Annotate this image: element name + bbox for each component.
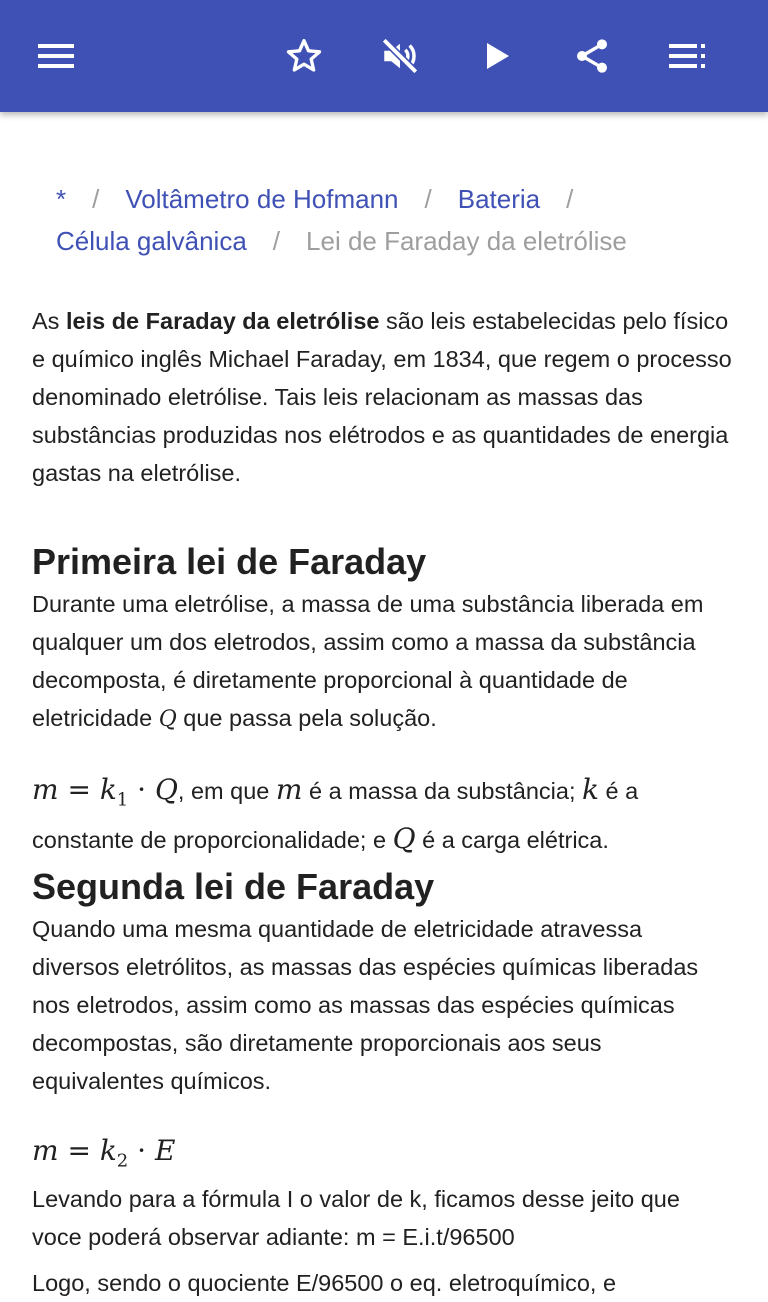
breadcrumb-item-bateria[interactable]: Bateria <box>457 184 541 214</box>
section1-text-end: que passa pela solução. <box>176 705 437 731</box>
formula-1-desc: é a carga elétrica. <box>415 826 609 853</box>
formula-eq: = <box>58 1133 100 1167</box>
section-heading-primeira-lei: Primeira lei de Faraday <box>32 541 427 582</box>
intro-prefix: As <box>32 308 66 334</box>
breadcrumb-item-voltametro[interactable]: Voltâmetro de Hofmann <box>125 184 399 214</box>
variable-q: Q <box>158 707 177 732</box>
section1-text: Durante uma eletrólise, a massa de uma substância liberada em qualquer um dos eletrodos, assim como a massa da substância decomposta, é diretamente proporcional à quantidade de eletricidade <box>32 591 704 731</box>
formula-1-desc: , em que <box>177 778 276 804</box>
share-icon[interactable] <box>568 32 616 80</box>
menu-icon[interactable] <box>32 32 80 80</box>
intro-bold-term: leis de Faraday da eletrólise <box>65 308 380 334</box>
formula-1-desc: é a constante de proporcionalidade; e <box>32 778 639 853</box>
breadcrumb-separator: / <box>92 184 100 214</box>
variable-k: k <box>582 773 599 806</box>
formula-1-paragraph <box>32 771 736 859</box>
breadcrumb-separator: / <box>272 226 281 256</box>
play-icon[interactable] <box>474 32 522 80</box>
section2-paragraph-2: Levando para a fórmula I o valor de k, ficamos desse jeito que voce poderá observar adiante: m = E.i.t/96500 <box>32 1186 680 1251</box>
list-icon[interactable] <box>664 32 712 80</box>
formula-1 <box>32 773 178 811</box>
breadcrumb-separator: / <box>424 184 432 214</box>
section2-paragraph-3: Logo, sendo o quociente E/96500 o eq. eletroquímico, e <box>32 1270 617 1296</box>
cut-off-text-line <box>0 1258 768 1296</box>
intro-paragraph <box>32 302 736 492</box>
breadcrumb-item-home[interactable]: * <box>56 184 67 214</box>
formula-e: E <box>154 1133 176 1167</box>
breadcrumb <box>32 178 736 262</box>
breadcrumb-current: Lei de Faraday da eletrólise <box>306 226 627 256</box>
breadcrumb-item-celula[interactable]: Célula galvânica <box>56 226 247 256</box>
variable-m: m <box>275 773 303 806</box>
formula-1-desc: é a massa da substância; <box>302 778 583 804</box>
star-icon[interactable] <box>280 32 328 80</box>
formula-2 <box>32 1133 176 1172</box>
intro-rest: são leis estabelecidas pelo físico e químico inglês Michael Faraday, em 1834, que regem o processo denominado eletrólise. Tais leis relacionam as massas das substâncias produzidas nos elétrodos e as quantidades de energia gastas na eletrólise. <box>32 308 732 486</box>
formula-2-paragraph <box>32 1132 736 1181</box>
formula-eq: = <box>58 773 100 806</box>
formula-k: k <box>99 1133 117 1167</box>
section1-paragraph <box>32 585 736 739</box>
app-bar <box>0 0 768 112</box>
section2-paragraph: Quando uma mesma quantidade de eletricidade atravessa diversos eletrólitos, as massas das espécies químicas liberadas nos eletrodos, assim como as massas das espécies químicas decompostas, são diretamente proporcionais aos seus equivalentes químicos. <box>32 915 699 1094</box>
formula-m: m <box>32 1133 59 1167</box>
breadcrumb-separator: / <box>566 184 574 214</box>
formula-dot: · <box>128 1133 155 1167</box>
formula-sub: 1 <box>116 789 129 811</box>
section-heading-segunda-lei: Segunda lei de Faraday <box>32 865 435 907</box>
formula-sub: 2 <box>116 1150 129 1172</box>
article-content <box>32 170 736 1256</box>
variable-q: Q <box>392 821 416 855</box>
formula-m: m <box>32 773 59 806</box>
formula-q: Q <box>154 773 178 806</box>
formula-dot: · <box>128 773 155 806</box>
formula-k: k <box>99 773 117 806</box>
volume-off-icon[interactable] <box>376 32 424 80</box>
